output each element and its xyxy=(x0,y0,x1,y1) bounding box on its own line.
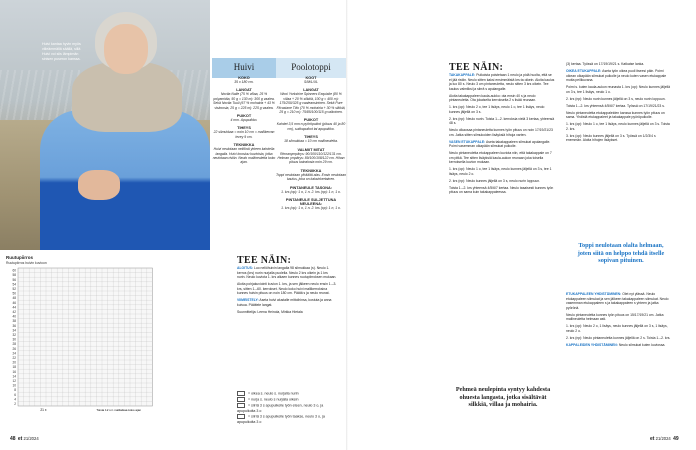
pintaneule-text: 1. krs (op): 1 o, 1 n. 2. krs (np): 1 n, 1 o. xyxy=(281,189,341,194)
paragraph-text: Luo neliöhuivin langalla 98 silmukkaa (s). Neulo 1. kerros (krs) nurin nurjalla puolella. Neulo 2 krs oikein ja 1 krs nurin. Neulo kuviota 1. krs alkaen kunnes ruutupiirroksen mukaan. xyxy=(237,266,337,279)
chart-row-label: 40 xyxy=(12,314,16,319)
langat-label: LANGAT xyxy=(236,88,252,93)
huivi-info xyxy=(212,62,276,165)
tee-nain-right-title: TEE NÄIN: xyxy=(449,62,504,73)
tee-nain-right-paragraph xyxy=(449,186,555,195)
paragraph-text: 1. krs (op): Neulo 2 o, 1 lisäys, neulo kunnes jäljellä on 3 s, 1 lisäys, neulo 2 o. xyxy=(566,324,668,333)
puikot-label: PUIKOT xyxy=(303,118,319,123)
tee-nain-right-paragraph xyxy=(449,105,555,114)
face xyxy=(104,24,148,74)
chart-row-label: 54 xyxy=(12,282,16,287)
chart-row-label: 6 xyxy=(14,392,16,397)
tee-nain-right-body xyxy=(449,73,555,195)
tee-nain-left-paragraph xyxy=(237,298,337,307)
puikot-text: 4 mm. Apupuikko. xyxy=(230,118,258,123)
paragraph-text: Aseta huivi alustalle mittoihinsa, kostuta ja anna kuivua. Päättele langat. xyxy=(237,298,332,307)
magazine-name-left: et xyxy=(17,436,23,442)
issue-right: 21/2024 xyxy=(655,436,671,441)
paragraph-text: Toista 1.–2. krs yhteensä 4/5/6/7 kertaa. Neulo tasaisesti kunnes työn pituus on sama kuin takakappaleessa. xyxy=(449,185,554,194)
column-2-body xyxy=(566,62,672,143)
instructions-column-2 xyxy=(566,62,672,145)
legend-swatch xyxy=(237,397,245,402)
tee-nain-left-paragraph xyxy=(237,266,337,280)
tee-nain-right-paragraph xyxy=(449,128,555,137)
knitting-chart xyxy=(8,266,158,418)
chart-title: Ruutupiirros xyxy=(6,255,33,260)
page-number-right: 49 xyxy=(673,436,679,442)
pull-quote-left: Pehmeä neulepinta syntyy kahdesta ohuesta langasta, jotka sisältävät silkkiä, villaa ja mohairia. xyxy=(455,386,551,409)
langat-text: Novita Nalle (75 % villaa, 25 % polyamidia, 50 g = 130 m): 300 g vaalea. Sekä Novita Tuuli (67 % mohairia + 43 % viskoosia, 25 g = 225 m): 225 g vaalea. xyxy=(213,92,275,110)
paragraph-text: 2. krs (np): Neulo nurin. Toista 1.–2. kerroksia vielä 3 kertaa, yhteensä 48 s. xyxy=(449,116,555,125)
chart-row-label: 30 xyxy=(12,337,16,342)
chart-row-label: 26 xyxy=(12,346,16,351)
chart-row-label: 16 xyxy=(12,369,16,374)
tee-nain-right-paragraph xyxy=(449,117,555,126)
legend-swatch xyxy=(237,391,245,396)
paragraph-text: Aloita takakappaleen kaula-aukko: ota ensin 40 s ja neulo pintaneuletta. Ota jokaiselta kerrokselta 2 s lisää reunaan. xyxy=(449,93,537,102)
section-label: KAPPALEIDEN YHDISTÄMINEN: xyxy=(566,342,618,347)
chart-bottom-left-label: 21 x xyxy=(40,408,47,412)
footer-left xyxy=(10,436,39,442)
tekniikka-text: Toppi neulotaan ylhäältä alas. Ensin neulotaan kaulus, joka on kaksinkertainen. xyxy=(276,172,347,182)
chart-row-label: 44 xyxy=(12,305,16,310)
paragraph-text: Neulo pintaneuletta etukappaleen kuviota niin, että takakappale on 7 cm pitkä. Tee sitten lisäyksiä kaula-aukon reunaan joka toisella kerroksella kuvion mukaan. xyxy=(449,151,552,164)
tee-nain-right-paragraph xyxy=(449,151,555,165)
column-2-paragraph xyxy=(566,85,672,94)
chart-row-label: 28 xyxy=(12,342,16,347)
huivi-title: Huivi xyxy=(233,62,255,72)
chart-row-label: 10 xyxy=(12,383,16,388)
tee-nain-left-paragraph xyxy=(237,282,337,296)
column-2-paragraph xyxy=(566,62,672,67)
legend-swatch xyxy=(237,403,245,408)
issue-left: 21/2024 xyxy=(23,436,39,441)
legend-text-knit: = oikea s. neulo s. nurjalla nurin xyxy=(248,391,299,396)
section-label: ETUKAPPALEEN YHDISTÄMINEN: xyxy=(566,292,622,296)
tee-nain-right-paragraph xyxy=(449,73,555,91)
paragraph-text: Olet nyt ylässä. Neulo etukappaleen silmukat ja sen jälkeen takakappaleen silmukat. Neulo vasemman etukappaleen s ja takakappaleen s yhteen ja jatka pyörönä. xyxy=(566,292,669,310)
paragraph-text: Neulo pintaneuletta etukappaleiden kanssa kunnes työn pituus on sama. Yhdistä etukappaleet ja takakappale pyöröpuikolle. xyxy=(566,110,665,119)
valmiit-label: VALMIIT MITAT xyxy=(297,147,325,152)
pull-quote-right: Toppi neulotaan olalta helmaan, joten siitä on helppo tehdä itselle sopivan pituinen. xyxy=(577,242,665,265)
column-2-paragraph xyxy=(566,111,672,120)
tee-nain-right-paragraph xyxy=(449,179,555,184)
legend-text-cable-back: = siirrä 3 s apupuikolle työn taakse, neulo 3 o, ja apupuikolta 3 o xyxy=(237,414,325,424)
chart-legend xyxy=(237,391,337,425)
paragraph-text: Poimi s. kuten kaula-aukon reunasta 1. krs (op): Neulo kunnes jäljellä on 3 s, tee 1 lisäys, neulo 1 o. xyxy=(566,85,671,94)
section-label: VASEN ETUKAPPALE: xyxy=(449,139,486,144)
langat-text: Wool Yorkshire Spinners Exquisite (80 % villaa + 20 % silkkiä, 100 g = 400 m): 175/250/325 g vaaleansininen. Sekä Pure Filcasiane Tiilo (70 % mohairia + 30 % silkkiä, 25 g = 210 m): 75/85/100/115 g valkoinen. xyxy=(276,92,346,115)
chart-row-label: 20 xyxy=(12,360,16,365)
chart-row-label: 52 xyxy=(12,287,16,291)
legend-item-cable-back xyxy=(237,414,337,425)
footer-right xyxy=(650,436,679,442)
model-photo xyxy=(0,0,210,250)
tee-nain-left-paragraph xyxy=(237,310,337,315)
paragraph-text: Aseta työn oikea puoli itseesi päin. Poimi oikean olkapään silmukat puikolle ja neulo kuten vasen etukappale mutta peilikuvana. xyxy=(566,69,667,82)
chart-row-label: 14 xyxy=(12,374,16,379)
tiheys-label: TIHEYS xyxy=(304,135,318,140)
chart-row-label: 38 xyxy=(12,319,16,324)
paragraph-text: Toista 1.–2. krs yhteensä 4/5/6/7 kertaa. Työssä on 17/19/21/23 s. xyxy=(566,103,665,108)
chart-row-label: 24 xyxy=(12,351,16,356)
tekniikka-label: TEKNIIKKA xyxy=(300,168,322,173)
pintaneule-label: PINTANEULE TASONA: xyxy=(289,185,333,190)
hand xyxy=(78,170,120,200)
tiheys-text: 18 silmukkaa = 10 cm mallineuletta. xyxy=(284,139,338,144)
tee-nain-left-title: TEE NÄIN: xyxy=(237,255,292,266)
legend-text-cable-front: = siirrä 3 s apupuikolle työn eteen, neulo 3 o, ja apupuikolta 3 o xyxy=(237,403,324,413)
column-2-paragraph xyxy=(566,69,672,83)
paragraph-text: 2. krs (np): Neulo nurin kunnes jäljellä on 3 s, neulo nurin loppuun. xyxy=(566,96,666,101)
pintaneule2-label: PINTANEULE SULJETTUNA NEULEENA: xyxy=(285,198,337,207)
tee-nain-right-paragraph xyxy=(449,140,555,149)
legend-item-cable-front xyxy=(237,403,337,414)
tee-nain-right-paragraph xyxy=(449,94,555,103)
puikot-label: PUIKOT xyxy=(236,114,252,119)
chart-row-label: 46 xyxy=(12,300,16,305)
tee-nain-left xyxy=(237,255,337,317)
paragraph-text: 1. krs (op): Neulo 2 o, tee 1 lisäys, neulo 1 o, tee 1 lisäys, neulo kunnes jäljellä on 3 s. xyxy=(449,105,545,114)
paragraph-text: Neulo pintaneuletta kunnes työn pituus on 15/17/19/21 cm. Jatka mallineuletta helmaan asti. xyxy=(566,312,664,321)
column-2b-paragraph xyxy=(566,313,672,322)
column-2-paragraph xyxy=(566,104,672,109)
column-2-paragraph xyxy=(566,122,672,131)
instructions-column-2b xyxy=(566,292,672,350)
paragraph-text: Suunnittelija: Leena Heinola, Mirkka Hietala xyxy=(237,309,303,314)
column-2b-paragraph xyxy=(566,324,672,333)
tee-nain-right-paragraph xyxy=(449,167,555,176)
chart-bottom-right-label: Toista 12 s:n malliaikaa koko ajan xyxy=(96,408,142,412)
column-2b-paragraph xyxy=(566,292,672,310)
poolotoppi-info xyxy=(276,62,346,211)
chart-row-label: 8 xyxy=(14,388,16,393)
column-2b-paragraph xyxy=(566,343,672,348)
chart-row-label: 36 xyxy=(12,323,16,328)
paragraph-text: 1. krs (op): Neulo 1 o, tee 1 lisäys, neulo kunnes jäljellä on 3 s. Toista 2. krs. xyxy=(566,122,670,131)
tiheys-text: 22 silmukkaa = noin 10 cm = mallikerran levey 9 cm. xyxy=(213,130,275,139)
chart-row-label: 2 xyxy=(14,402,16,406)
section-label: VIIMEISTELY: xyxy=(237,298,259,302)
chart-row-label: 12 xyxy=(12,379,16,383)
poolotoppi-title: Poolotoppi xyxy=(291,62,331,72)
page-number-left: 48 xyxy=(10,436,16,442)
tee-nain-left-body xyxy=(237,266,337,314)
photo-caption: Huivi kantaa hyvin myös viileämmällä säällä, sillä Huivi voi siis lämpimän sinisen puseron kanssa. xyxy=(42,42,81,61)
koko-label: KOKO xyxy=(238,76,250,80)
chart-subtitle: Ruutupiirros huivin kuvioon xyxy=(6,261,47,265)
pintaneule2-text: 1. krs (op): 1 o, 1 n. 2. krs (op): 1 n, 1 o. xyxy=(281,206,341,211)
paragraph-text: (3) kertaa. Työssä on 17/19/19/21 s. Katkaise lanka. xyxy=(566,62,645,66)
chart-row-label: 48 xyxy=(12,296,16,301)
column-2b-paragraph xyxy=(566,336,672,341)
chart-row-label: 56 xyxy=(12,277,16,282)
paragraph-text: 3. krs (op): Neulo kunnes jäljellä on 3 s. Työssä on 1/2/3/4 s enemmän. Aloita hihojen lisäykset. xyxy=(566,133,656,142)
chart-row-label: 4 xyxy=(14,397,16,402)
langat-label: LANGAT xyxy=(303,88,319,93)
koot-label: KOOT xyxy=(305,76,317,80)
legend-swatch xyxy=(237,414,245,419)
section-label: OIKEA ETUKAPPALE: xyxy=(566,69,602,73)
puikot-text: Kahdet 3,5 mm:n pyöröpuikot (pituus 40 ja 80 cm), sukkapuikot tai apupuikko. xyxy=(276,122,346,131)
koko-text: 35 x 180 cm. xyxy=(234,80,254,84)
chart-row-label: 60 xyxy=(12,268,16,273)
magazine-name-right: et xyxy=(650,436,655,442)
chart-row-label: 22 xyxy=(12,356,16,360)
tekniikka-label: TEKNIIKKA xyxy=(233,143,255,148)
chart-row-label: 42 xyxy=(12,310,16,314)
tekniikka-text: Huivi neulotaan neliöinä yhteen kahdella langalla. Huivi koostuu kuvioista, jotka neulotaan ristiin. Neulo mallineuletta koko ajan. xyxy=(212,147,276,165)
instructions-column-1 xyxy=(449,62,555,197)
column-2-paragraph xyxy=(566,134,672,143)
section-label: ALOITUS: xyxy=(237,266,254,270)
paragraph-text: 2. krs (np): Neulo pintaneuletta kunnes jäljellä on 2 s. Toista 1.–2. krs. xyxy=(566,335,671,340)
koot-text: S/M/L/XL xyxy=(304,80,318,84)
legend-text-purl: = nurja s. neulo s nurjalla oikein xyxy=(248,397,299,402)
valmiit-text: Rinnanympärys: 90/100/110/122/131 cm. Helman ympärys: 89/100/108/122 cm. Hihan pituus kainalosta noin 29 cm. xyxy=(277,151,345,165)
paragraph-text: Aloita pohjakuviointi kuvion 1. krs, ja sen jälkeen neulo ensin 1.–3. krs, sitten 1.–60. kerrokset. Neulo koko huivi mallikerroksina kunnes huivin pituus on noin 180 cm. Päätä s ja neulo reunat. xyxy=(237,282,337,295)
paragraph-text: Aseta takakappaleen silmukat apulangalle. Poimi vasemman olkapään silmukat puikolle. xyxy=(449,139,551,148)
chart-row-label: 18 xyxy=(12,365,16,370)
paragraph-text: Neulo silmukat kuten kuviossa. xyxy=(617,342,666,347)
paragraph-text: Neulo olkaosaa pintaneuletta kunnes työn pituus on noin 17/19/21/23 cm. Jatka sitten silmukoiden lisäyksiä hihoja varten. xyxy=(449,128,553,137)
paragraph-text: 2. krs (np): Neulo kunnes jäljellä on 3 s, neulo nurin loppuun. xyxy=(449,178,541,183)
chart-row-label: 34 xyxy=(12,328,16,333)
column-2b-body xyxy=(566,292,672,347)
chart-row-label: 32 xyxy=(12,333,16,337)
column-2-paragraph xyxy=(566,97,672,102)
chart-row-label: 58 xyxy=(12,273,16,278)
chart-row-label: 50 xyxy=(12,291,16,296)
tiheys-label: TIHEYS xyxy=(237,126,251,131)
paragraph-text: 1. krs (op): Neulo 1 o, tee 1 lisäys, neulo kunnes jäljellä on 3 s, tee 1 lisäys, neulo 2 o. xyxy=(449,167,552,176)
section-label: TAKAKAPPALE: xyxy=(449,73,476,77)
paragraph-text: Puikoista poistetaan 1 neulo ja pidä huolta, että se ei jää ristiin. Neulo sitten kaksi ensimmäistä krs:ta oikein. Aloita kaulus ja luo 80 s. Neulo 3 cm pintaneuletta, neulo sitten 3 krs oikein. Tee kaulus valmiiksi ja siirrä s apulangalle. xyxy=(449,73,555,91)
